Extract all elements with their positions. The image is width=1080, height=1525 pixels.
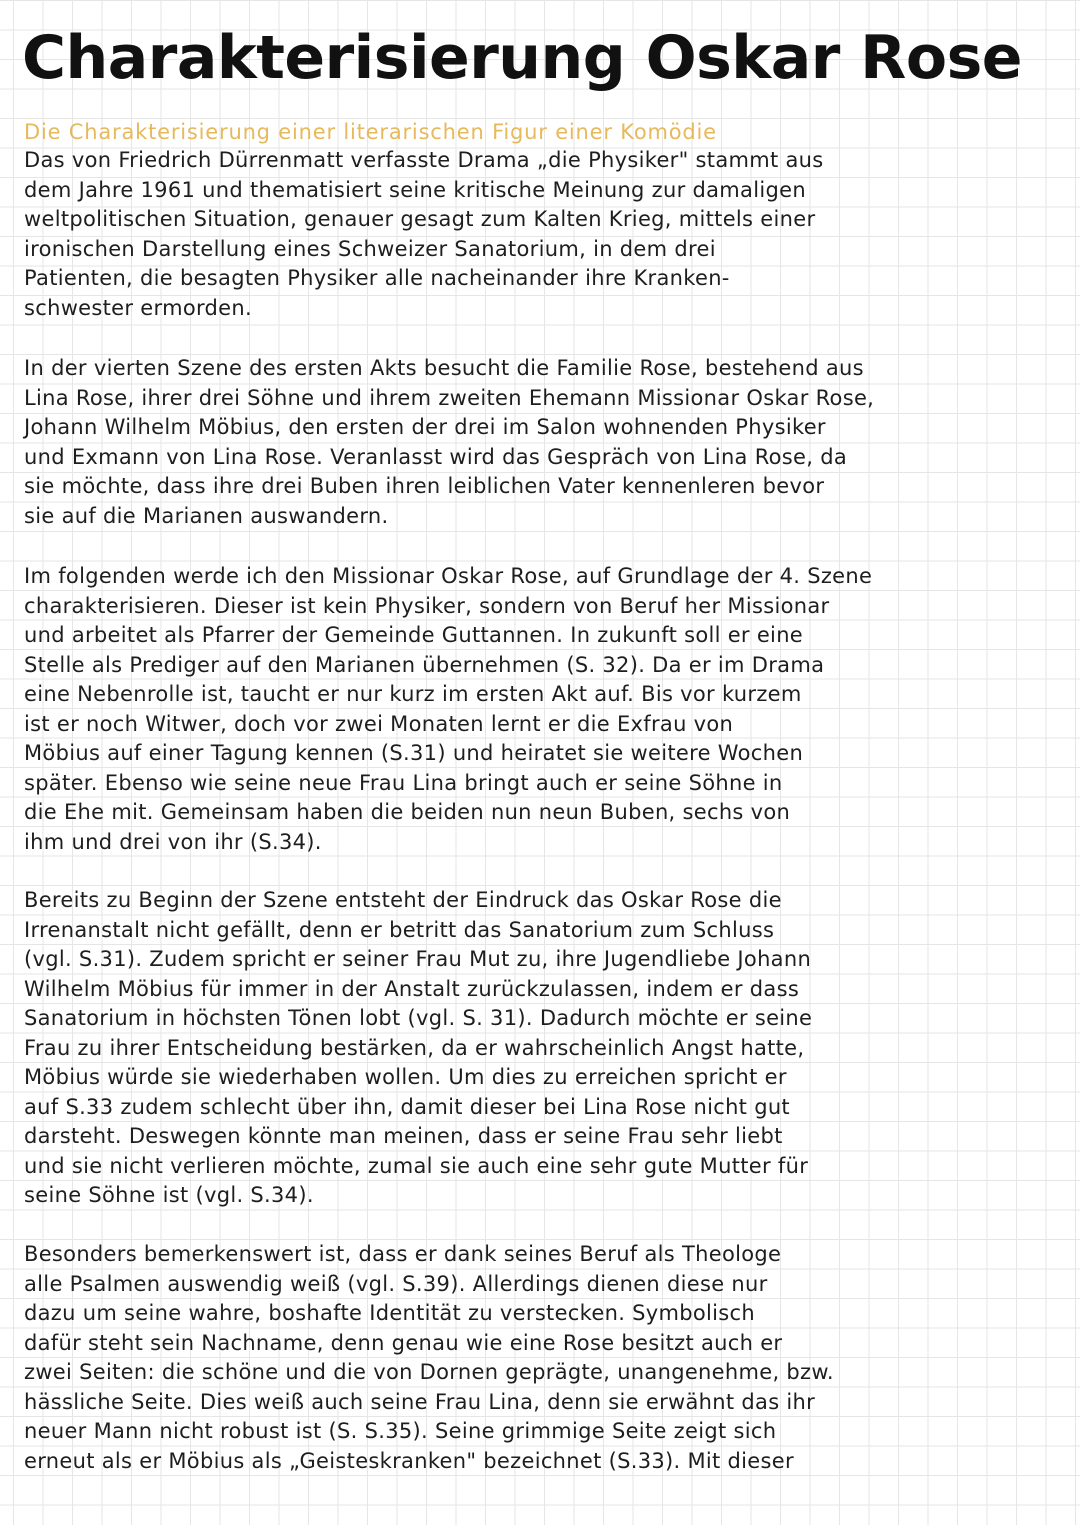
text-line: (vgl. S.31). Zudem spricht er seiner Frau Mut zu, ihre Jugendliebe Johann	[24, 947, 812, 971]
text-line: Möbius würde sie wiederhaben wollen. Um dies zu erreichen spricht er	[24, 1065, 787, 1089]
text-line: und arbeitet als Pfarrer der Gemeinde Guttannen. In zukunft soll er eine	[24, 623, 804, 647]
text-line: die Ehe mit. Gemeinsam haben die beiden nun neun Buben, sechs von	[24, 800, 791, 824]
text-line: weltpolitischen Situation, genauer gesagt zum Kalten Krieg, mittels einer	[24, 207, 816, 231]
text-line: In der vierten Szene des ersten Akts besucht die Familie Rose, bestehend aus	[24, 356, 864, 380]
text-line: und sie nicht verlieren möchte, zumal sie auch eine sehr gute Mutter für	[24, 1153, 809, 1178]
text-line: Frau zu ihrer Entscheidung bestärken, da er wahrscheinlich Angst hatte,	[24, 1035, 805, 1060]
text-line: Das von Friedrich Dürrenmatt verfasste Drama „die Physiker" stammt aus	[24, 148, 824, 172]
paragraph-character-background	[24, 562, 1044, 857]
text-line: sie auf die Marianen auswandern.	[24, 503, 389, 528]
text-line: und Exmann von Lina Rose. Veranlasst wird das Gespräch von Lina Rose, da	[24, 444, 848, 469]
text-line: Sanatorium in höchsten Tönen lobt (vgl. S. 31). Dadurch möchte er seine	[24, 1006, 813, 1030]
text-line: sie möchte, dass ihre drei Buben ihren leiblichen Vater kennenleren bevor	[24, 474, 825, 498]
text-line: Irrenanstalt nicht gefällt, denn er betritt das Sanatorium zum Schluss	[24, 917, 775, 942]
text-line: dem Jahre 1961 und thematisiert seine kritische Meinung zur damaligen	[24, 177, 806, 202]
text-line: zwei Seiten: die schöne und die von Dornen geprägte, unangenehme, bzw.	[24, 1360, 834, 1384]
text-line: eine Nebenrolle ist, taucht er nur kurz im ersten Akt auf. Bis vor kurzem	[24, 682, 802, 706]
text-line: dafür steht sein Nachname, denn genau wie eine Rose besitzt auch er	[24, 1330, 783, 1355]
text-line: darsteht. Deswegen könnte man meinen, dass er seine Frau sehr liebt	[24, 1124, 783, 1148]
text-line: alle Psalmen auswendig weiß (vgl. S.39). Allerdings dienen diese nur	[24, 1271, 768, 1296]
text-line: Besonders bemerkenswert ist, dass er dank seines Beruf als Theologe	[24, 1242, 782, 1266]
text-line: ironischen Darstellung eines Schweizer Sanatorium, in dem drei	[24, 236, 716, 261]
text-line: seine Söhne ist (vgl. S.34).	[24, 1183, 314, 1207]
text-line: hässliche Seite. Dies weiß auch seine Frau Lina, denn sie erwähnt das ihr	[24, 1389, 816, 1414]
text-line: ist er noch Witwer, doch vor zwei Monaten lernt er die Exfrau von	[24, 711, 734, 736]
text-line: Möbius auf einer Tagung kennen (S.31) und heiratet sie weitere Wochen	[24, 741, 804, 765]
paragraph-scene-context	[24, 354, 1044, 531]
text-line: Bereits zu Beginn der Szene entsteht der Eindruck das Oskar Rose die	[24, 888, 782, 912]
text-line: dazu um seine wahre, boshafte Identität zu verstecken. Symbolisch	[24, 1301, 756, 1325]
text-line: ihm und drei von ihr (S.34).	[24, 829, 322, 854]
text-line: Wilhelm Möbius für immer in der Anstalt zurückzulassen, indem er dass	[24, 976, 800, 1001]
paragraph-first-impression	[24, 886, 1044, 1211]
text-line: Im folgenden werde ich den Missionar Oskar Rose, auf Grundlage der 4. Szene	[24, 564, 873, 588]
text-line: Patienten, die besagten Physiker alle nacheinander ihre Kranken-	[24, 266, 730, 290]
page-title: Charakterisierung Oskar Rose	[22, 23, 1022, 93]
text-line: erneut als er Möbius als „Geisteskranken" bezeichnet (S.33). Mit dieser	[24, 1448, 794, 1473]
text-line: charakterisieren. Dieser ist kein Physiker, sondern von Beruf her Missionar	[24, 593, 830, 618]
paragraph-symbolism	[24, 1240, 1044, 1476]
text-line: schwester ermorden.	[24, 295, 252, 320]
paragraph-introduction	[24, 146, 1044, 323]
text-line: Lina Rose, ihrer drei Söhne und ihrem zweiten Ehemann Missionar Oskar Rose,	[24, 385, 875, 410]
text-line: später. Ebenso wie seine neue Frau Lina bringt auch er seine Söhne in	[24, 770, 783, 795]
subtitle: Die Charakterisierung einer literarischen Figur einer Komödie	[24, 120, 717, 144]
text-line: neuer Mann nicht robust ist (S. S.35). Seine grimmige Seite zeigt sich	[24, 1419, 777, 1443]
text-line: Stelle als Prediger auf den Marianen übernehmen (S. 32). Da er im Drama	[24, 652, 825, 677]
text-line: Johann Wilhelm Möbius, den ersten der drei im Salon wohnenden Physiker	[24, 415, 826, 439]
text-line: auf S.33 zudem schlecht über ihn, damit dieser bei Lina Rose nicht gut	[24, 1094, 790, 1119]
